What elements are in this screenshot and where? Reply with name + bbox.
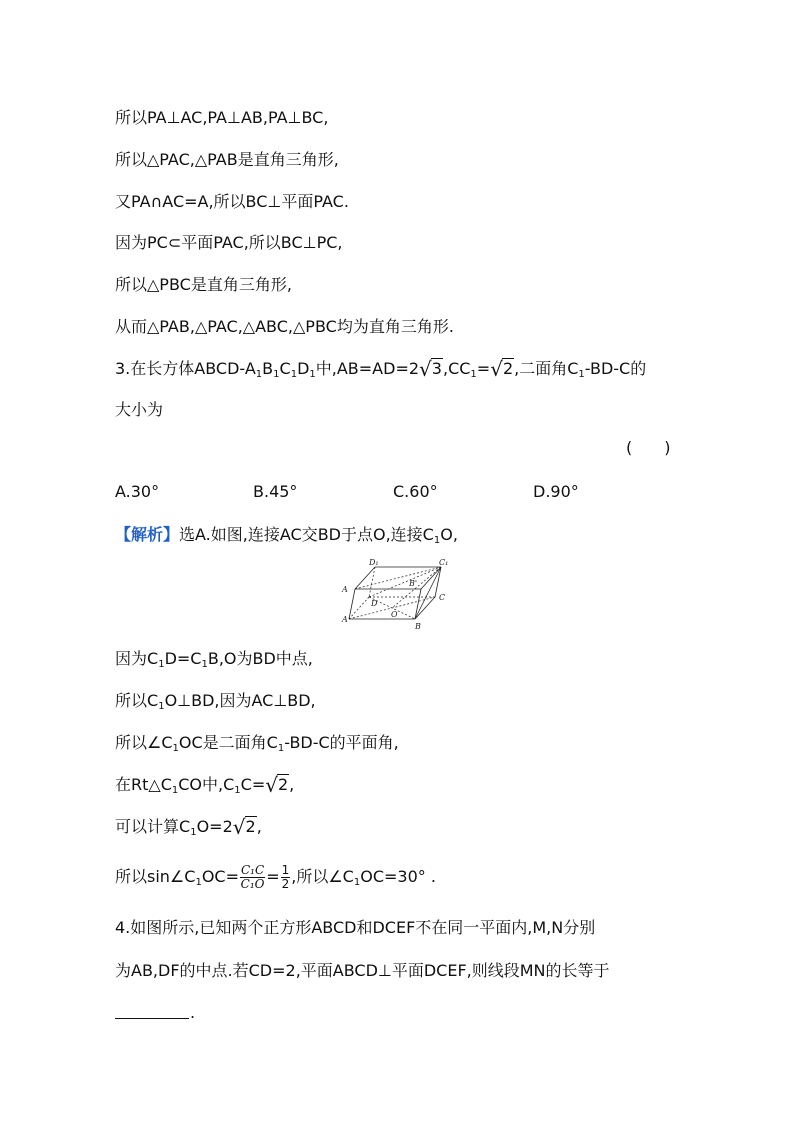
option-c: C.60° bbox=[393, 482, 438, 501]
option-d: D.90° bbox=[533, 482, 579, 501]
fraction: $\frac{1}{2}$ bbox=[281, 863, 290, 891]
question-4: 4.如图所示,已知两个正方形ABCD和DCEF不在同一平面内,M,N分别 bbox=[115, 918, 596, 937]
label-b: B bbox=[415, 622, 421, 631]
solution-tag: 【解析】 bbox=[115, 525, 180, 544]
answer-blank bbox=[115, 1018, 189, 1019]
text-line: 所以△PAC,△PAB是直角三角形, bbox=[115, 150, 339, 169]
solution-line: 所以$C_1O\perp BD$,因为AC⊥BD, bbox=[115, 691, 316, 712]
label-d1: D₁ bbox=[369, 558, 379, 567]
option-b: B.45° bbox=[253, 482, 298, 501]
text-line: 又PA∩AC=A,所以BC⊥平面PAC. bbox=[115, 192, 349, 211]
solution-line: 所以$\angle C_1OC$是二面角$C_1-BD-C$的平面角, bbox=[115, 733, 399, 754]
sqrt-2: √2 bbox=[490, 357, 514, 381]
label-o: O bbox=[391, 610, 398, 619]
text-line: 从而△PAB,△PAC,△ABC,△PBC均为直角三角形. bbox=[115, 317, 454, 336]
cuboid-figure bbox=[333, 558, 463, 634]
text-line: 所以△PBC是直角三角形, bbox=[115, 275, 292, 294]
question-3: 3.在长方体ABCD-$A_1B_1C_1D_1$中$,AB=AD=2√3,CC_1=√2$,二面角$C_1-BD-C$的 bbox=[115, 357, 647, 381]
solution-intro: 【解析】选A.如图,连接AC交BD于点O,连接$C_1O$, bbox=[115, 525, 458, 546]
label-c1: C₁ bbox=[439, 558, 449, 567]
answer-paren: ( ) bbox=[626, 438, 671, 457]
solution-line: 因为$C_1D=C_1B,O$为BD中点, bbox=[115, 649, 313, 670]
sqrt-2: √2 bbox=[265, 773, 289, 797]
fraction: $\frac{\text{C₁C}}{\text{C₁O}}$ bbox=[240, 863, 265, 891]
label-d: D bbox=[371, 599, 378, 608]
solution-line: 可以计算$C_1O=2√2$, bbox=[115, 815, 262, 839]
question-4-line2: 为AB,DF的中点.若CD=2,平面ABCD⊥平面DCEF,则线段MN的长等于 bbox=[115, 961, 610, 980]
sqrt-2: √2 bbox=[232, 815, 256, 839]
period: . bbox=[190, 1003, 196, 1022]
solution-line: 所以$\sin\angle C_1OC=$ $\frac{\text{C₁C}}{\text{C₁O}}$ = $\frac{1}{2}$ ,所以$\angle C_1OC=30^\circ$ . bbox=[115, 863, 436, 891]
text-line: 因为PC⊂平面PAC,所以BC⊥PC, bbox=[115, 233, 343, 252]
label-a1: A bbox=[342, 585, 348, 594]
label-b1: B' bbox=[409, 579, 418, 588]
label-a: A bbox=[342, 615, 348, 624]
sqrt-3: √3 bbox=[419, 357, 442, 381]
label-c: C bbox=[439, 593, 446, 602]
option-a: A.30° bbox=[115, 482, 160, 501]
solution-line: 在$Rt\triangle C_1CO$中$,C_1C=√2$, bbox=[115, 773, 295, 797]
text-line: 所以PA⊥AC,PA⊥AB,PA⊥BC, bbox=[115, 108, 329, 127]
question-3-line2: 大小为 bbox=[115, 400, 164, 419]
